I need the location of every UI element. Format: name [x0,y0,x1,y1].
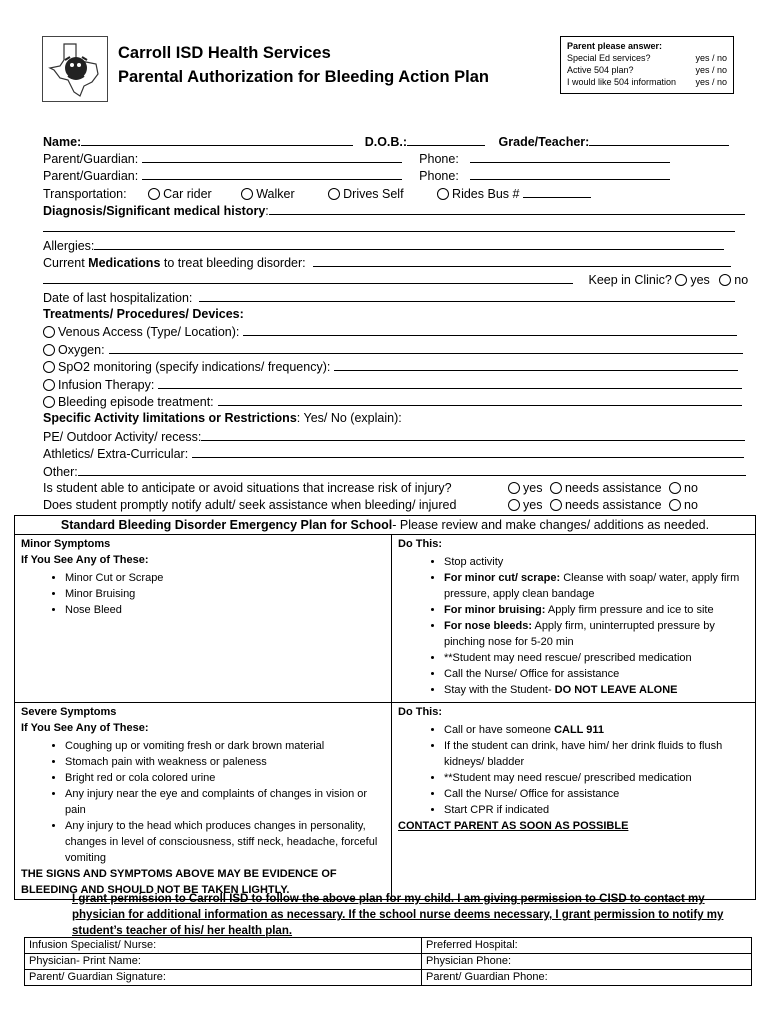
list-item: • Stomach pain with weakness or paleness [65,754,385,770]
keep-yes-radio-icon[interactable] [675,274,687,286]
list-item: • Start CPR if indicated [444,802,749,818]
radio-icon[interactable] [328,188,340,200]
answer-row-504-info[interactable] [567,76,727,88]
parent-guardian-label: Parent/Guardian: [43,169,139,183]
name-field[interactable] [81,133,353,146]
other-row [43,463,746,479]
answer-anticipate: yes needs assistance no [508,480,698,496]
texas-logo-icon [46,40,104,98]
checkbox-circle-icon[interactable] [43,379,55,391]
radio-icon[interactable] [550,499,562,511]
diagnosis-field[interactable] [269,202,745,215]
form-title: Carroll ISD Health Services [118,44,331,62]
bus-number-field[interactable] [523,185,591,198]
activity-limitations-row: Specific Activity limitations or Restrictions: Yes/ No (explain): [43,411,402,425]
grade-teacher-field[interactable] [589,133,729,146]
list-item: • Nose Bleed [65,602,385,618]
preferred-hospital-field[interactable]: Preferred Hospital: [422,938,752,954]
athletics-row [43,445,744,461]
list-item: • For minor bruising: Apply firm pressure and ice to site [444,602,749,618]
radio-icon[interactable] [508,499,520,511]
venous-access-field[interactable] [243,323,737,336]
allergies-row [43,237,724,253]
transport-walker[interactable]: Walker [241,187,294,201]
medications-row: Current Medications to treat bleeding disorder: [43,254,731,270]
list-item: • **Student may need rescue/ prescribed medication [444,770,749,786]
athletics-field[interactable] [192,445,744,458]
name-row [43,133,729,149]
other-label: Other: [43,465,78,479]
list-item: • Bright red or cola colored urine [65,770,385,786]
answer-choice[interactable]: yes / no [695,53,727,63]
contact-parent-note: CONTACT PARENT AS SOON AS POSSIBLE [398,820,629,832]
spo2-field[interactable] [334,358,738,371]
list-item: • Minor Cut or Scrape [65,570,385,586]
parent-guardian-1-field[interactable] [142,150,402,163]
diagnosis-row: Diagnosis/Significant medical history: [43,202,745,218]
minor-do-this-cell: Do This: • Stop activity • For minor cut/ scrape: Cleanse with soap/ water, apply firm pressure, apply clean bandage • For minor bruising: Apply firm pressure and ice to site • For nose bleeds: Apply firm, uninterrupted pressure by pinching nose for 5-20 min • **Student may need rescue/ prescribed medication • Call the Nurse/ Office for assistance • Stay with the Student- DO NOT LEAVE ALONE [392,535,756,703]
list-item: • For minor cut/ scrape: Cleanse with soap/ water, apply firm pressure, apply clean bandage [444,570,749,602]
permission-statement: I grant permission to Carroll ISD to follow the above plan for my child. I am giving permission to CISD to contact my physician for additional information as necessary. If the school nurse deems necessary, I grant permission to notify my student’s teacher of his/ her health plan. [72,893,724,937]
list-item: • For nose bleeds: Apply firm, uninterrupted pressure by pinching nose for 5-20 min [444,618,749,650]
athletics-label: Athletics/ Extra-Curricular: [43,447,189,461]
parent-signature-field[interactable]: Parent/ Guardian Signature: [25,970,422,986]
list-item: • Any injury near the eye and complaints of changes in vision or pain [65,786,385,818]
question-notify: Does student promptly notify adult/ seek assistance when bleeding/ injured [43,498,457,512]
list-item: • If the student can drink, have him/ her drink fluids to flush kidneys/ bladder [444,738,749,770]
emergency-plan-table [14,515,756,900]
keep-in-clinic-label: Keep in Clinic? [588,273,672,287]
transportation-label: Transportation: [43,187,127,201]
transport-car-rider[interactable]: Car rider [148,187,212,201]
bleeding-warning: THE SIGNS AND SYMPTOMS ABOVE MAY BE EVIDENCE OF BLEEDING AND SHOULD NOT BE TAKEN LIGHTLY. [21,868,337,896]
treatment-venous-access: Venous Access (Type/ Location): [43,323,737,339]
treatment-bleeding-episode: Bleeding episode treatment: [43,393,742,409]
radio-icon[interactable] [550,482,562,494]
answer-label: I would like 504 information [567,77,677,87]
treatments-heading: Treatments/ Procedures/ Devices: [43,307,244,321]
list-item: • Stop activity [444,554,749,570]
radio-icon[interactable] [669,482,681,494]
list-item: • Call the Nurse/ Office for assistance [444,666,749,682]
radio-icon[interactable] [508,482,520,494]
answer-label: Special Ed services? [567,53,651,63]
parent2-row [43,167,670,183]
phone-1-field[interactable] [470,150,670,163]
transport-rides-bus[interactable]: Rides Bus # [437,187,519,201]
transportation-row [43,185,591,201]
pe-label: PE/ Outdoor Activity/ recess: [43,430,202,444]
list-item: • Stay with the Student- DO NOT LEAVE ALONE [444,682,749,698]
treatment-infusion: Infusion Therapy: [43,376,742,392]
keep-in-clinic-row: Keep in Clinic? yes no [43,271,748,287]
radio-icon[interactable] [669,499,681,511]
list-item: • Any injury to the head which produces changes in personality, changes in level of consciousness, stiff neck, headache, forceful vomiting [65,818,385,866]
radio-icon[interactable] [241,188,253,200]
infusion-specialist-field[interactable]: Infusion Specialist/ Nurse: [25,938,422,954]
transport-drives-self[interactable]: Drives Self [328,187,403,201]
radio-icon[interactable] [148,188,160,200]
answer-choice[interactable]: yes / no [695,65,727,75]
bleeding-episode-field[interactable] [218,393,742,406]
minor-symptoms-cell: Minor Symptoms If You See Any of These: • Minor Cut or Scrape • Minor Bruising • Nose Bleed [15,535,392,703]
physician-phone-field[interactable]: Physician Phone: [422,954,752,970]
form-subtitle: Parental Authorization for Bleeding Action Plan [118,68,489,86]
medications-field-line-2[interactable] [43,271,573,284]
signature-table [24,937,752,986]
hospitalization-field[interactable] [199,289,735,302]
answer-label: Active 504 plan? [567,65,634,75]
list-item: • Call the Nurse/ Office for assistance [444,786,749,802]
list-item: • Coughing up or vomiting fresh or dark brown material [65,738,385,754]
answer-row-504[interactable] [567,64,727,76]
medications-field[interactable] [313,254,731,267]
radio-icon[interactable] [437,188,449,200]
treatment-spo2: SpO2 monitoring (specify indications/ frequency): [43,358,738,374]
severe-do-this-cell: Do This: • Call or have someone CALL 911 • If the student can drink, have him/ her drink fluids to flush kidneys/ bladder • **Student may need rescue/ prescribed medication • Call the Nurse/ Office for assistance • Start CPR if indicated CONTACT PARENT AS SOON AS POSSIBLE [392,703,756,900]
infusion-field[interactable] [158,376,742,389]
list-item: • Minor Bruising [65,586,385,602]
phone-label: Phone: [419,169,459,183]
parent1-row [43,150,670,166]
list-item: • **Student may need rescue/ prescribed medication [444,650,749,666]
phone-2-field[interactable] [470,167,670,180]
allergies-field[interactable] [94,237,724,250]
other-field[interactable] [78,463,746,476]
answer-notify: yes needs assistance no [508,497,698,513]
parent-guardian-2-field[interactable] [142,167,402,180]
dob-field[interactable] [407,133,485,146]
pe-row [43,428,745,444]
diagnosis-row-2 [43,219,735,235]
name-label: Name: [43,135,82,149]
diagnosis-field-line-2[interactable] [43,219,735,232]
phone-label: Phone: [419,152,459,166]
checkbox-circle-icon[interactable] [43,344,55,356]
pe-field[interactable] [201,428,745,441]
grade-teacher-label: Grade/Teacher: [498,135,590,149]
physician-name-field[interactable]: Physician- Print Name: [25,954,422,970]
answer-row-special-ed[interactable] [567,52,727,64]
answer-box-heading: Parent please answer: [567,41,663,51]
allergies-label: Allergies: [43,239,95,253]
answer-choice[interactable]: yes / no [695,77,727,87]
question-anticipate: Is student able to anticipate or avoid situations that increase risk of injury? [43,481,452,495]
parent-answer-box [560,36,734,94]
treatment-oxygen: Oxygen: [43,341,743,357]
dob-label: D.O.B.: [364,135,408,149]
checkbox-circle-icon[interactable] [43,361,55,373]
hospitalization-row [43,289,735,305]
plan-header: Standard Bleeding Disorder Emergency Plan for School- Please review and make changes/ additions as needed. [15,516,756,535]
oxygen-field[interactable] [109,341,743,354]
list-item: • Call or have someone CALL 911 [444,722,749,738]
keep-no-radio-icon[interactable] [719,274,731,286]
hospitalization-label: Date of last hospitalization: [43,291,193,305]
parent-phone-field[interactable]: Parent/ Guardian Phone: [422,970,752,986]
district-logo [42,36,108,102]
checkbox-circle-icon[interactable] [43,396,55,408]
parent-guardian-label: Parent/Guardian: [43,152,139,166]
diagnosis-label: Diagnosis/Significant medical history [43,204,266,218]
severe-symptoms-cell: Severe Symptoms If You See Any of These: • Coughing up or vomiting fresh or dark brown material • Stomach pain with weakness or paleness • Bright red or cola colored urine • Any injury near the eye and complaints of changes in vision or pain • Any injury to the head which produces changes in personality, changes in level of consciousness, stiff neck, headache, forceful vomiting THE SIGNS AND SYMPTOMS ABOVE MAY BE EVIDENCE OF BLEEDING AND SHOULD NOT BE TAKEN LIGHTLY. [15,703,392,900]
checkbox-circle-icon[interactable] [43,326,55,338]
